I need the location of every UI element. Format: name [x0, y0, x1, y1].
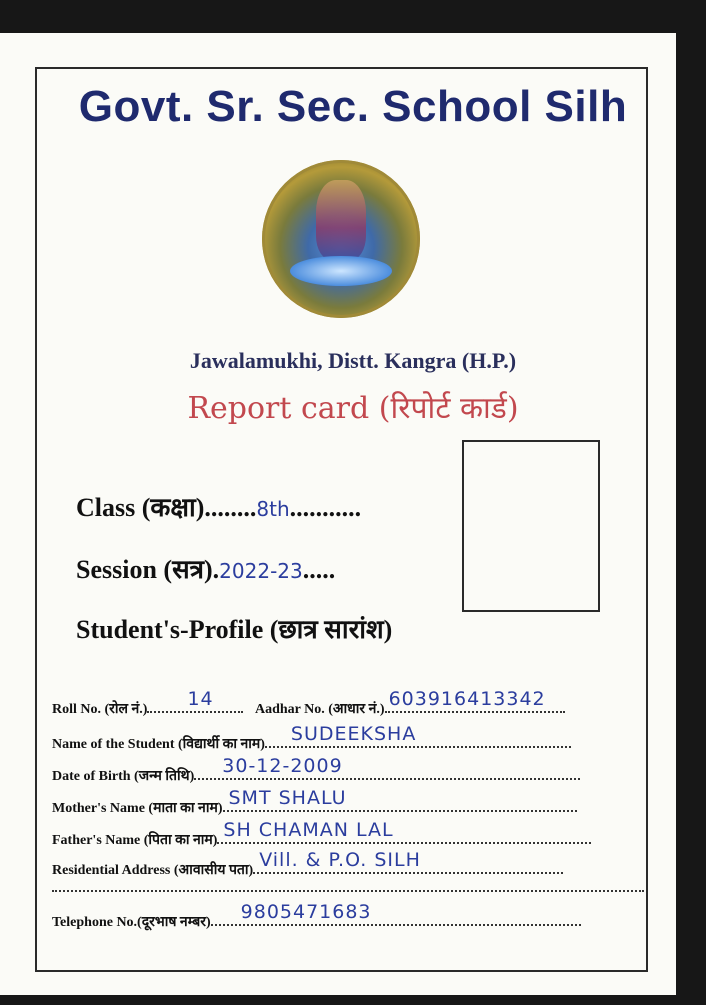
class-label: Class (कक्षा) — [76, 493, 205, 522]
student-name-value: SUDEEKSHA — [290, 723, 417, 745]
address-value: Vill. & P.O. SILH — [259, 849, 421, 871]
document-title: Report card (रिपोर्ट कार्ड) — [187, 391, 519, 426]
dob-label: Date of Birth (जन्म तिथि) — [52, 769, 195, 784]
father-name-label: Father's Name (पिता का नाम) — [52, 833, 218, 848]
aadhar-no-label: Aadhar No. (आधार नं.) — [254, 702, 385, 717]
address-label: Residential Address (आवासीय पता) — [52, 863, 254, 878]
aadhar-no-value: 603916413342 — [388, 688, 546, 710]
student-name-row — [52, 723, 654, 756]
school-name: Govt. Sr. Sec. School Silh — [78, 82, 628, 131]
school-location: Jawalamukhi, Distt. Kangra (H.P.) — [189, 348, 517, 373]
mother-name-label: Mother's Name (माता का नाम) — [52, 801, 223, 816]
profile-heading: Student's-Profile (छात्र सारांश) — [76, 615, 393, 644]
session-line: Session (सत्र).2022-23..... — [76, 555, 336, 584]
photo-placeholder — [462, 440, 600, 612]
class-value: 8th — [256, 497, 290, 521]
address-row — [52, 849, 654, 882]
mother-name-value: SMT SHALU — [228, 787, 347, 809]
session-value: 2022-23 — [219, 559, 303, 583]
dob-row — [52, 755, 654, 788]
goddess-emblem-icon — [262, 160, 420, 318]
telephone-label: Telephone No.(दूरभाष नम्बर) — [52, 915, 211, 930]
address-continuation-line — [52, 890, 644, 892]
class-line: Class (कक्षा)........8th........... — [76, 493, 362, 522]
roll-no-value: 14 — [187, 688, 214, 710]
telephone-value: 9805471683 — [240, 901, 372, 923]
mother-name-row — [52, 787, 654, 820]
roll-aadhar-row — [52, 688, 654, 721]
telephone-row — [52, 901, 654, 934]
dob-value: 30-12-2009 — [222, 755, 343, 777]
session-label: Session (सत्र) — [76, 555, 213, 584]
student-name-label: Name of the Student (विद्यार्थी का नाम) — [52, 737, 265, 752]
father-name-value: SH CHAMAN LAL — [223, 819, 394, 841]
roll-no-label: Roll No. (रोल नं.) — [52, 702, 148, 717]
